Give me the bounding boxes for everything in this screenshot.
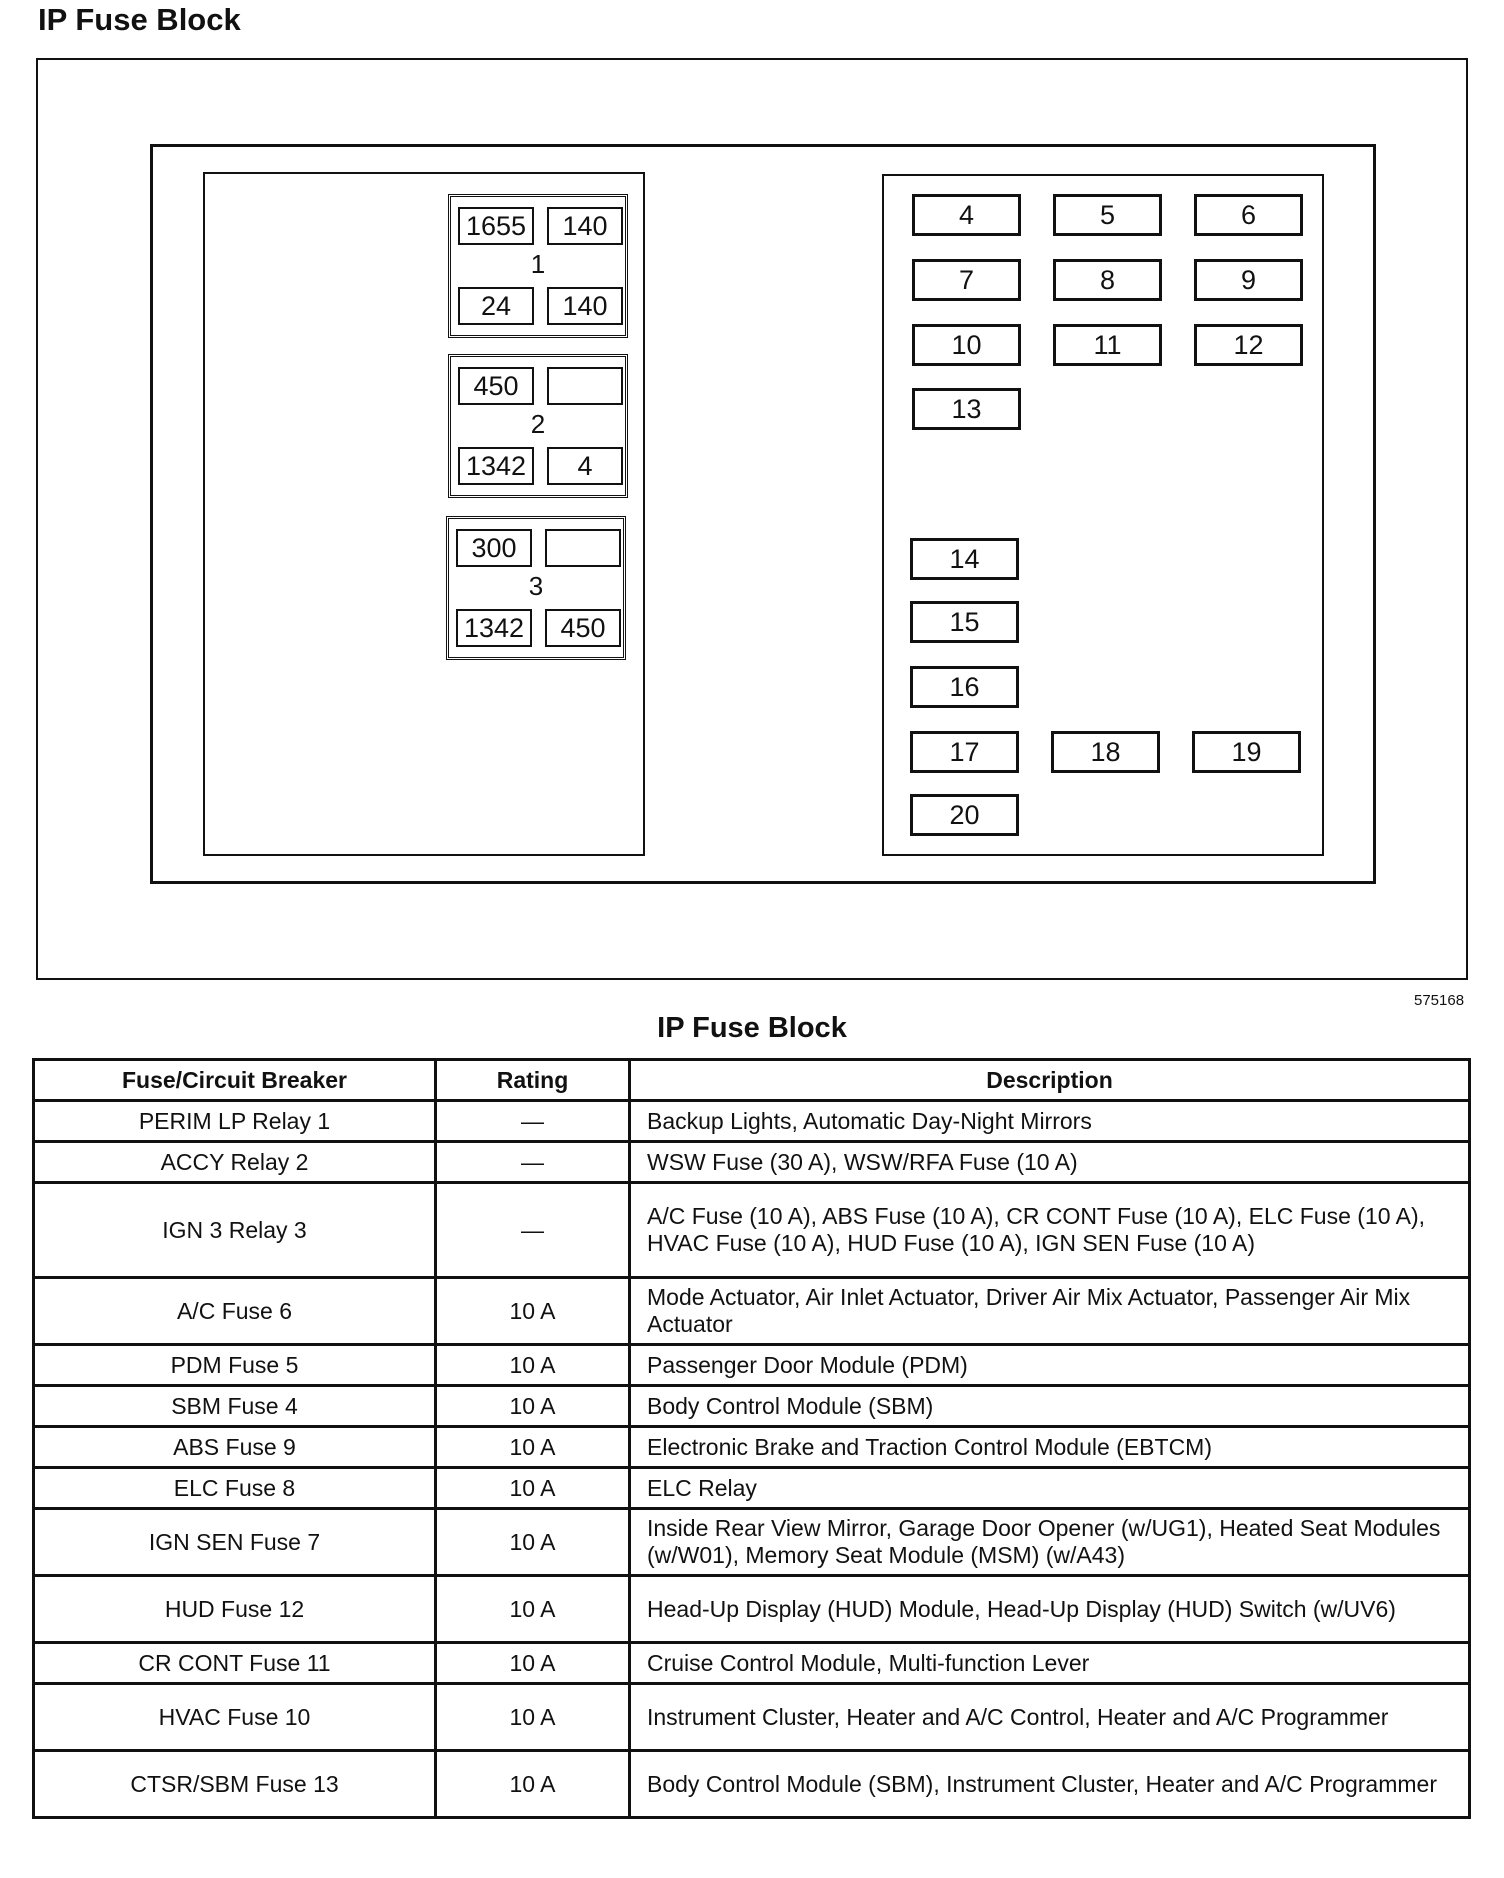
fuse-name-cell: ELC Fuse 8 <box>34 1468 436 1509</box>
table-row <box>34 1576 1470 1643</box>
table-row <box>34 1509 1470 1576</box>
figure-number: 575168 <box>1414 992 1465 1009</box>
fuse-5[interactable]: 5 <box>1053 194 1162 236</box>
fuse-name-cell: PERIM LP Relay 1 <box>34 1101 436 1142</box>
description-cell: A/C Fuse (10 A), ABS Fuse (10 A), CR CONT Fuse (10 A), ELC Fuse (10 A), HVAC Fuse (10 A), HUD Fuse (10 A), IGN SEN Fuse (10 A) <box>630 1183 1470 1278</box>
rating-cell: — <box>436 1101 630 1142</box>
description-cell: ELC Relay <box>630 1468 1470 1509</box>
fuse-16[interactable]: 16 <box>910 666 1019 708</box>
rating-cell: 10 A <box>436 1509 630 1576</box>
fuse-name-cell: SBM Fuse 4 <box>34 1386 436 1427</box>
relay-3-terminal-c: 1342 <box>456 609 532 647</box>
rating-cell: — <box>436 1183 630 1278</box>
relay-3-number: 3 <box>528 571 544 601</box>
relay-1-terminal-c: 24 <box>458 287 534 325</box>
fuse-10[interactable]: 10 <box>912 324 1021 366</box>
fuse-12[interactable]: 12 <box>1194 324 1303 366</box>
rating-cell: 10 A <box>436 1278 630 1345</box>
relay-2-terminal-d: 4 <box>547 447 623 485</box>
table-row <box>34 1468 1470 1509</box>
fuse-18[interactable]: 18 <box>1051 731 1160 773</box>
fuse-name-cell: HUD Fuse 12 <box>34 1576 436 1643</box>
description-cell: Body Control Module (SBM) <box>630 1386 1470 1427</box>
relay-1-terminal-a: 1655 <box>458 207 534 245</box>
rating-cell: 10 A <box>436 1468 630 1509</box>
table-row <box>34 1183 1470 1278</box>
fuse-17[interactable]: 17 <box>910 731 1019 773</box>
rating-cell: 10 A <box>436 1684 630 1751</box>
fuse-19[interactable]: 19 <box>1192 731 1301 773</box>
fuse-11[interactable]: 11 <box>1053 324 1162 366</box>
relay-2[interactable] <box>448 354 628 498</box>
table-row <box>34 1101 1470 1142</box>
column-header-rating: Rating <box>436 1060 630 1101</box>
relay-2-number: 2 <box>530 409 546 439</box>
table-row <box>34 1142 1470 1183</box>
relay-1-terminal-b: 140 <box>547 207 623 245</box>
table-row <box>34 1345 1470 1386</box>
relay-2-terminal-a: 450 <box>458 367 534 405</box>
fuse-4[interactable]: 4 <box>912 194 1021 236</box>
fuse-14[interactable]: 14 <box>910 538 1019 580</box>
description-cell: Mode Actuator, Air Inlet Actuator, Driver Air Mix Actuator, Passenger Air Mix Actuator <box>630 1278 1470 1345</box>
rating-cell: 10 A <box>436 1386 630 1427</box>
fuse-name-cell: CR CONT Fuse 11 <box>34 1643 436 1684</box>
table-title: IP Fuse Block <box>657 1012 847 1044</box>
description-cell: Instrument Cluster, Heater and A/C Control, Heater and A/C Programmer <box>630 1684 1470 1751</box>
table-header-row <box>34 1060 1470 1101</box>
description-cell: WSW Fuse (30 A), WSW/RFA Fuse (10 A) <box>630 1142 1470 1183</box>
fuse-name-cell: PDM Fuse 5 <box>34 1345 436 1386</box>
fuse-name-cell: ACCY Relay 2 <box>34 1142 436 1183</box>
fuse-name-cell: IGN 3 Relay 3 <box>34 1183 436 1278</box>
fuse-name-cell: A/C Fuse 6 <box>34 1278 436 1345</box>
rating-cell: 10 A <box>436 1751 630 1818</box>
description-cell: Electronic Brake and Traction Control Module (EBTCM) <box>630 1427 1470 1468</box>
relay-2-terminal-c: 1342 <box>458 447 534 485</box>
fuse-20[interactable]: 20 <box>910 794 1019 836</box>
relay-3-terminal-d: 450 <box>545 609 621 647</box>
relay-1[interactable] <box>448 194 628 338</box>
table-row <box>34 1386 1470 1427</box>
rating-cell: — <box>436 1142 630 1183</box>
description-cell: Passenger Door Module (PDM) <box>630 1345 1470 1386</box>
fuse-9[interactable]: 9 <box>1194 259 1303 301</box>
rating-cell: 10 A <box>436 1643 630 1684</box>
description-cell: Backup Lights, Automatic Day-Night Mirrors <box>630 1101 1470 1142</box>
rating-cell: 10 A <box>436 1427 630 1468</box>
table-row <box>34 1643 1470 1684</box>
table-row <box>34 1427 1470 1468</box>
relay-1-number: 1 <box>530 249 546 279</box>
fuse-13[interactable]: 13 <box>912 388 1021 430</box>
fuse-15[interactable]: 15 <box>910 601 1019 643</box>
fuse-name-cell: HVAC Fuse 10 <box>34 1684 436 1751</box>
diagram-title: IP Fuse Block <box>38 2 241 37</box>
table-row <box>34 1751 1470 1818</box>
description-cell: Body Control Module (SBM), Instrument Cluster, Heater and A/C Programmer <box>630 1751 1470 1818</box>
table-row <box>34 1684 1470 1751</box>
relay-2-terminal-b <box>547 367 623 405</box>
description-cell: Inside Rear View Mirror, Garage Door Opener (w/UG1), Heated Seat Modules (w/W01), Memory Seat Module (MSM) (w/A43) <box>630 1509 1470 1576</box>
fuse-6[interactable]: 6 <box>1194 194 1303 236</box>
fuse-table <box>32 1058 1471 1819</box>
relay-3[interactable] <box>446 516 626 660</box>
fuse-name-cell: ABS Fuse 9 <box>34 1427 436 1468</box>
fuse-8[interactable]: 8 <box>1053 259 1162 301</box>
description-cell: Cruise Control Module, Multi-function Lever <box>630 1643 1470 1684</box>
rating-cell: 10 A <box>436 1576 630 1643</box>
table-row <box>34 1278 1470 1345</box>
fuse-name-cell: CTSR/SBM Fuse 13 <box>34 1751 436 1818</box>
relay-3-terminal-a: 300 <box>456 529 532 567</box>
fuse-name-cell: IGN SEN Fuse 7 <box>34 1509 436 1576</box>
column-header-fuse: Fuse/Circuit Breaker <box>34 1060 436 1101</box>
rating-cell: 10 A <box>436 1345 630 1386</box>
column-header-description: Description <box>630 1060 1470 1101</box>
relay-3-terminal-b <box>545 529 621 567</box>
relay-1-terminal-d: 140 <box>547 287 623 325</box>
description-cell: Head-Up Display (HUD) Module, Head-Up Display (HUD) Switch (w/UV6) <box>630 1576 1470 1643</box>
fuse-7[interactable]: 7 <box>912 259 1021 301</box>
